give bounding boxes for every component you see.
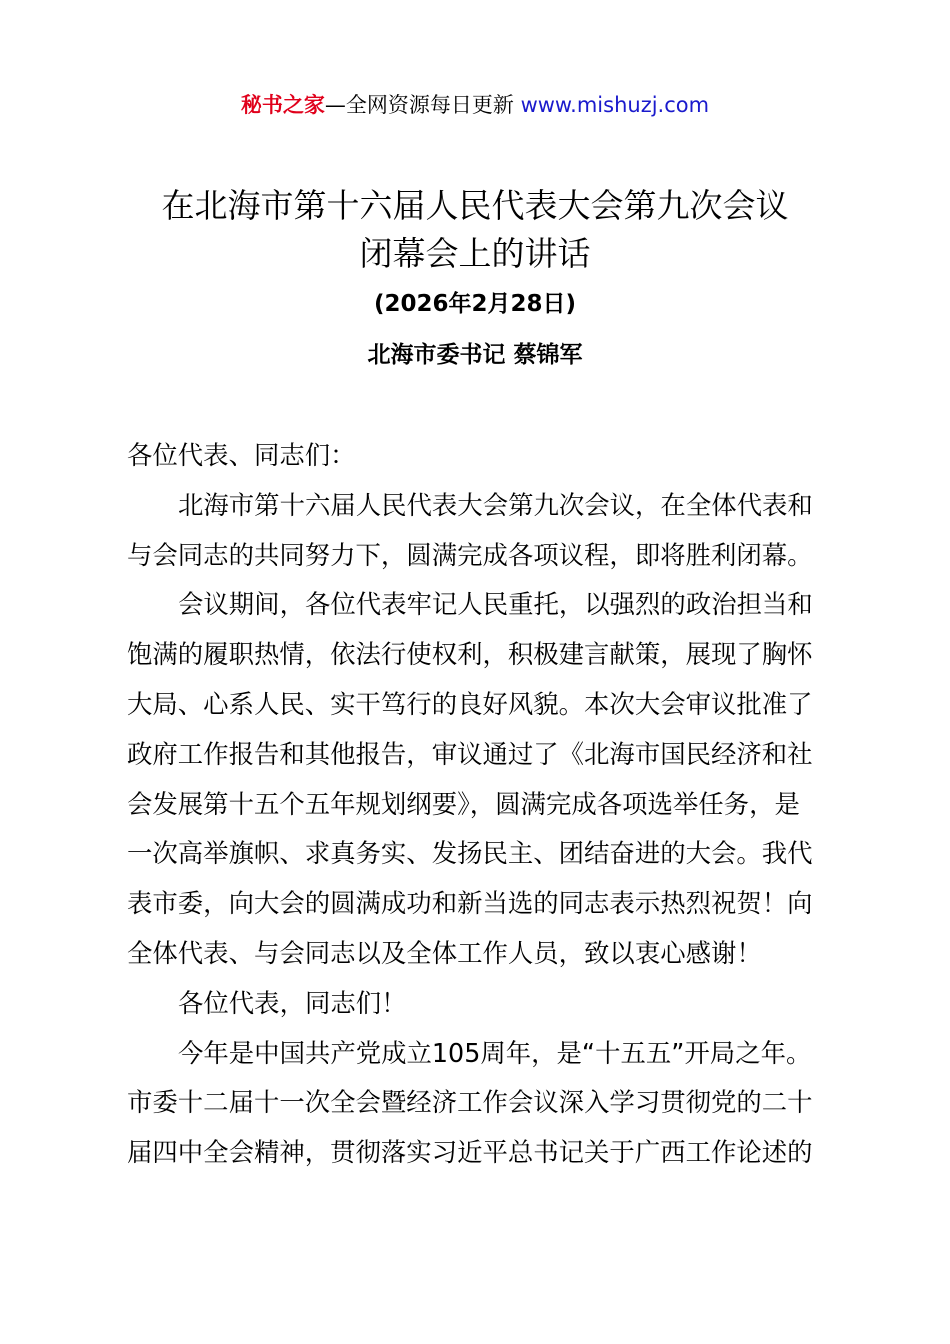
site-header: [0, 88, 950, 122]
speech-date: (2026年2月28日): [373, 291, 577, 317]
body-line: 全体代表、与会同志以及全体工作人员，致以衷心感谢！: [127, 937, 762, 968]
body-line: 市委十二届十一次全会暨经济工作会议深入学习贯彻党的二十: [127, 1087, 813, 1118]
speech-body: [127, 431, 832, 1178]
speech-author: 北海市委书记 蔡锦军: [367, 342, 583, 368]
body-line: 表市委，向大会的圆满成功和新当选的同志表示热烈祝贺！向: [127, 888, 813, 919]
body-line: 届四中全会精神，贯彻落实习近平总书记关于广西工作论述的: [127, 1137, 813, 1168]
body-line: 各位代表、同志们：: [127, 440, 356, 470]
header-slogan: —全网资源每日更新: [324, 93, 521, 117]
body-line: 北海市第十六届人民代表大会第九次会议，在全体代表和: [178, 489, 813, 520]
title-line-1: 在北海市第十六届人民代表大会第九次会议: [161, 186, 789, 225]
body-line: 政府工作报告和其他报告，审议通过了《北海市国民经济和社: [127, 738, 813, 769]
body-line: 今年是中国共产党成立105周年，是“十五五”开局之年。: [178, 1037, 812, 1068]
body-line: 与会同志的共同努力下，圆满完成各项议程，即将胜利闭幕。: [127, 539, 813, 570]
body-line: 各位代表，同志们！: [178, 987, 407, 1018]
body-line: 饱满的履职热情，依法行使权利，积极建言献策，展现了胸怀: [127, 639, 813, 670]
body-line: 一次高举旗帜、求真务实、发扬民主、团结奋进的大会。我代: [127, 838, 813, 869]
brand-name: 秘书之家: [240, 93, 325, 117]
body-line: 会议期间，各位代表牢记人民重托，以强烈的政治担当和: [178, 589, 813, 620]
site-url-link[interactable]: www.mishuzj.com: [520, 93, 710, 117]
body-line: 大局、心系人民、实干笃行的良好风貌。本次大会审议批准了: [127, 688, 813, 719]
document-title: [0, 182, 950, 278]
title-line-2: 闭幕会上的讲话: [359, 234, 591, 273]
body-line: 会发展第十五个五年规划纲要》，圆满完成各项选举任务，是: [127, 788, 800, 819]
